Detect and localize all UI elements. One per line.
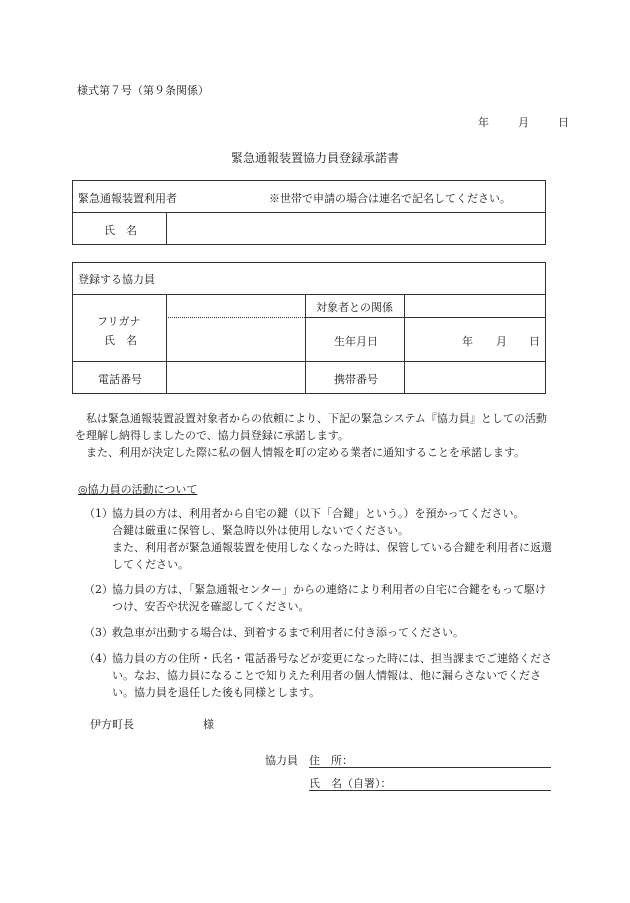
- signature-address-field[interactable]: [363, 750, 549, 766]
- activity-line: 救急車が出動する場合は、到着するまで利用者に付き添ってください。: [112, 626, 464, 639]
- activity-item-2: [84, 581, 554, 615]
- furigana-label: フリガナ: [97, 315, 141, 328]
- birth-day-label: 日: [529, 335, 540, 348]
- birth-month-label: 月: [496, 335, 507, 348]
- activity-line: 協力員の方は、利用者から自宅の鍵（以下「合鍵」という。）を預かってください。: [112, 507, 525, 520]
- document-title: 緊急通報装置協力員登録承諾書: [230, 151, 399, 165]
- birth-year-label: 年: [462, 335, 473, 348]
- relation-label: 対象者との関係: [316, 301, 393, 314]
- activity-line: 協力員の方の住所・氏名・電話番号などが変更になった時には、担当課までご連絡ください。なお、協力員になることで知りえた利用者の個人情報は、他に漏らさないでください。協力員を退任した後も同様とします。: [112, 652, 552, 699]
- signature-address-underline: [309, 767, 551, 768]
- activity-number: （4）: [84, 652, 113, 665]
- user-name-label: 氏 名: [104, 224, 137, 237]
- activity-number: （3）: [84, 626, 113, 639]
- birth-label: 生年月日: [334, 335, 378, 348]
- activity-number: （2）: [84, 583, 113, 596]
- cooperator-name-label: 氏 名: [104, 334, 137, 347]
- activity-item-4: [84, 650, 554, 701]
- date-year-label: 年: [478, 116, 489, 129]
- relation-field[interactable]: [409, 298, 541, 314]
- activity-line: 協力員の方は、「緊急通報センター」からの連絡により利用者の自宅に合鍵をもって駆けつけ、安否や状況を確認してください。: [112, 583, 547, 613]
- cooperator-name-field[interactable]: [170, 322, 300, 357]
- phone-field[interactable]: [170, 366, 300, 390]
- user-note: ※世帯で申請の場合は連名で記名してください。: [269, 192, 511, 205]
- cooperator-col-divider-1: [166, 294, 167, 394]
- addressee-honorific: 様: [203, 718, 214, 731]
- form-number: 様式第７号（第９条関係）: [77, 84, 209, 97]
- mobile-label: 携帯番号: [334, 373, 378, 386]
- consent-text: [75, 410, 550, 461]
- cooperator-col-divider-3: [404, 294, 405, 394]
- date-line: [478, 114, 569, 130]
- consent-paragraph: また、利用が決定した際に私の個人情報を町の定める業者に通知することを承諾します。: [86, 446, 526, 459]
- activity-line: また、利用者が緊急通報装置を使用しなくなった時は、保管している合鍵を利用者に返還してください。: [112, 541, 552, 571]
- activity-line: 合鍵は厳重に保管し、緊急時以外は使用しないでください。: [112, 524, 409, 537]
- cooperator-col-divider-2: [305, 294, 306, 394]
- signature-name-label: 氏 名（自署）：: [309, 777, 392, 790]
- cooperator-phone-divider: [72, 361, 546, 362]
- signature-address-label: 住 所：: [309, 754, 353, 767]
- activity-item-3: [84, 624, 554, 641]
- phone-label: 電話番号: [98, 373, 142, 386]
- activities-heading: ◎協力員の活動について: [78, 483, 198, 496]
- signature-name-underline: [309, 790, 551, 791]
- user-table-divider: [72, 212, 546, 213]
- cooperator-relation-divider: [305, 317, 546, 318]
- cooperator-header-label: 登録する協力員: [78, 273, 155, 286]
- mobile-field[interactable]: [409, 366, 541, 390]
- signature-name-field[interactable]: [393, 773, 549, 789]
- user-header-label: 緊急通報装置利用者: [78, 192, 177, 205]
- user-name-field[interactable]: [172, 218, 540, 240]
- signature-role: 協力員: [265, 754, 298, 767]
- date-day-label: 日: [558, 116, 569, 129]
- activity-item-1: [84, 505, 554, 573]
- cooperator-header-divider: [72, 294, 546, 295]
- furigana-dotted-divider: [166, 317, 305, 318]
- date-month-label: 月: [518, 116, 529, 129]
- furigana-field[interactable]: [170, 298, 300, 314]
- addressee-name: 伊方町長: [90, 718, 134, 731]
- activity-number: （1）: [84, 507, 113, 520]
- user-table-col-divider: [166, 212, 167, 245]
- consent-paragraph: 私は緊急通報装置設置対象者からの依頼により、下記の緊急システム『協力員』としての活動を理解し納得しましたので、協力員登録に承諾します。: [75, 412, 547, 442]
